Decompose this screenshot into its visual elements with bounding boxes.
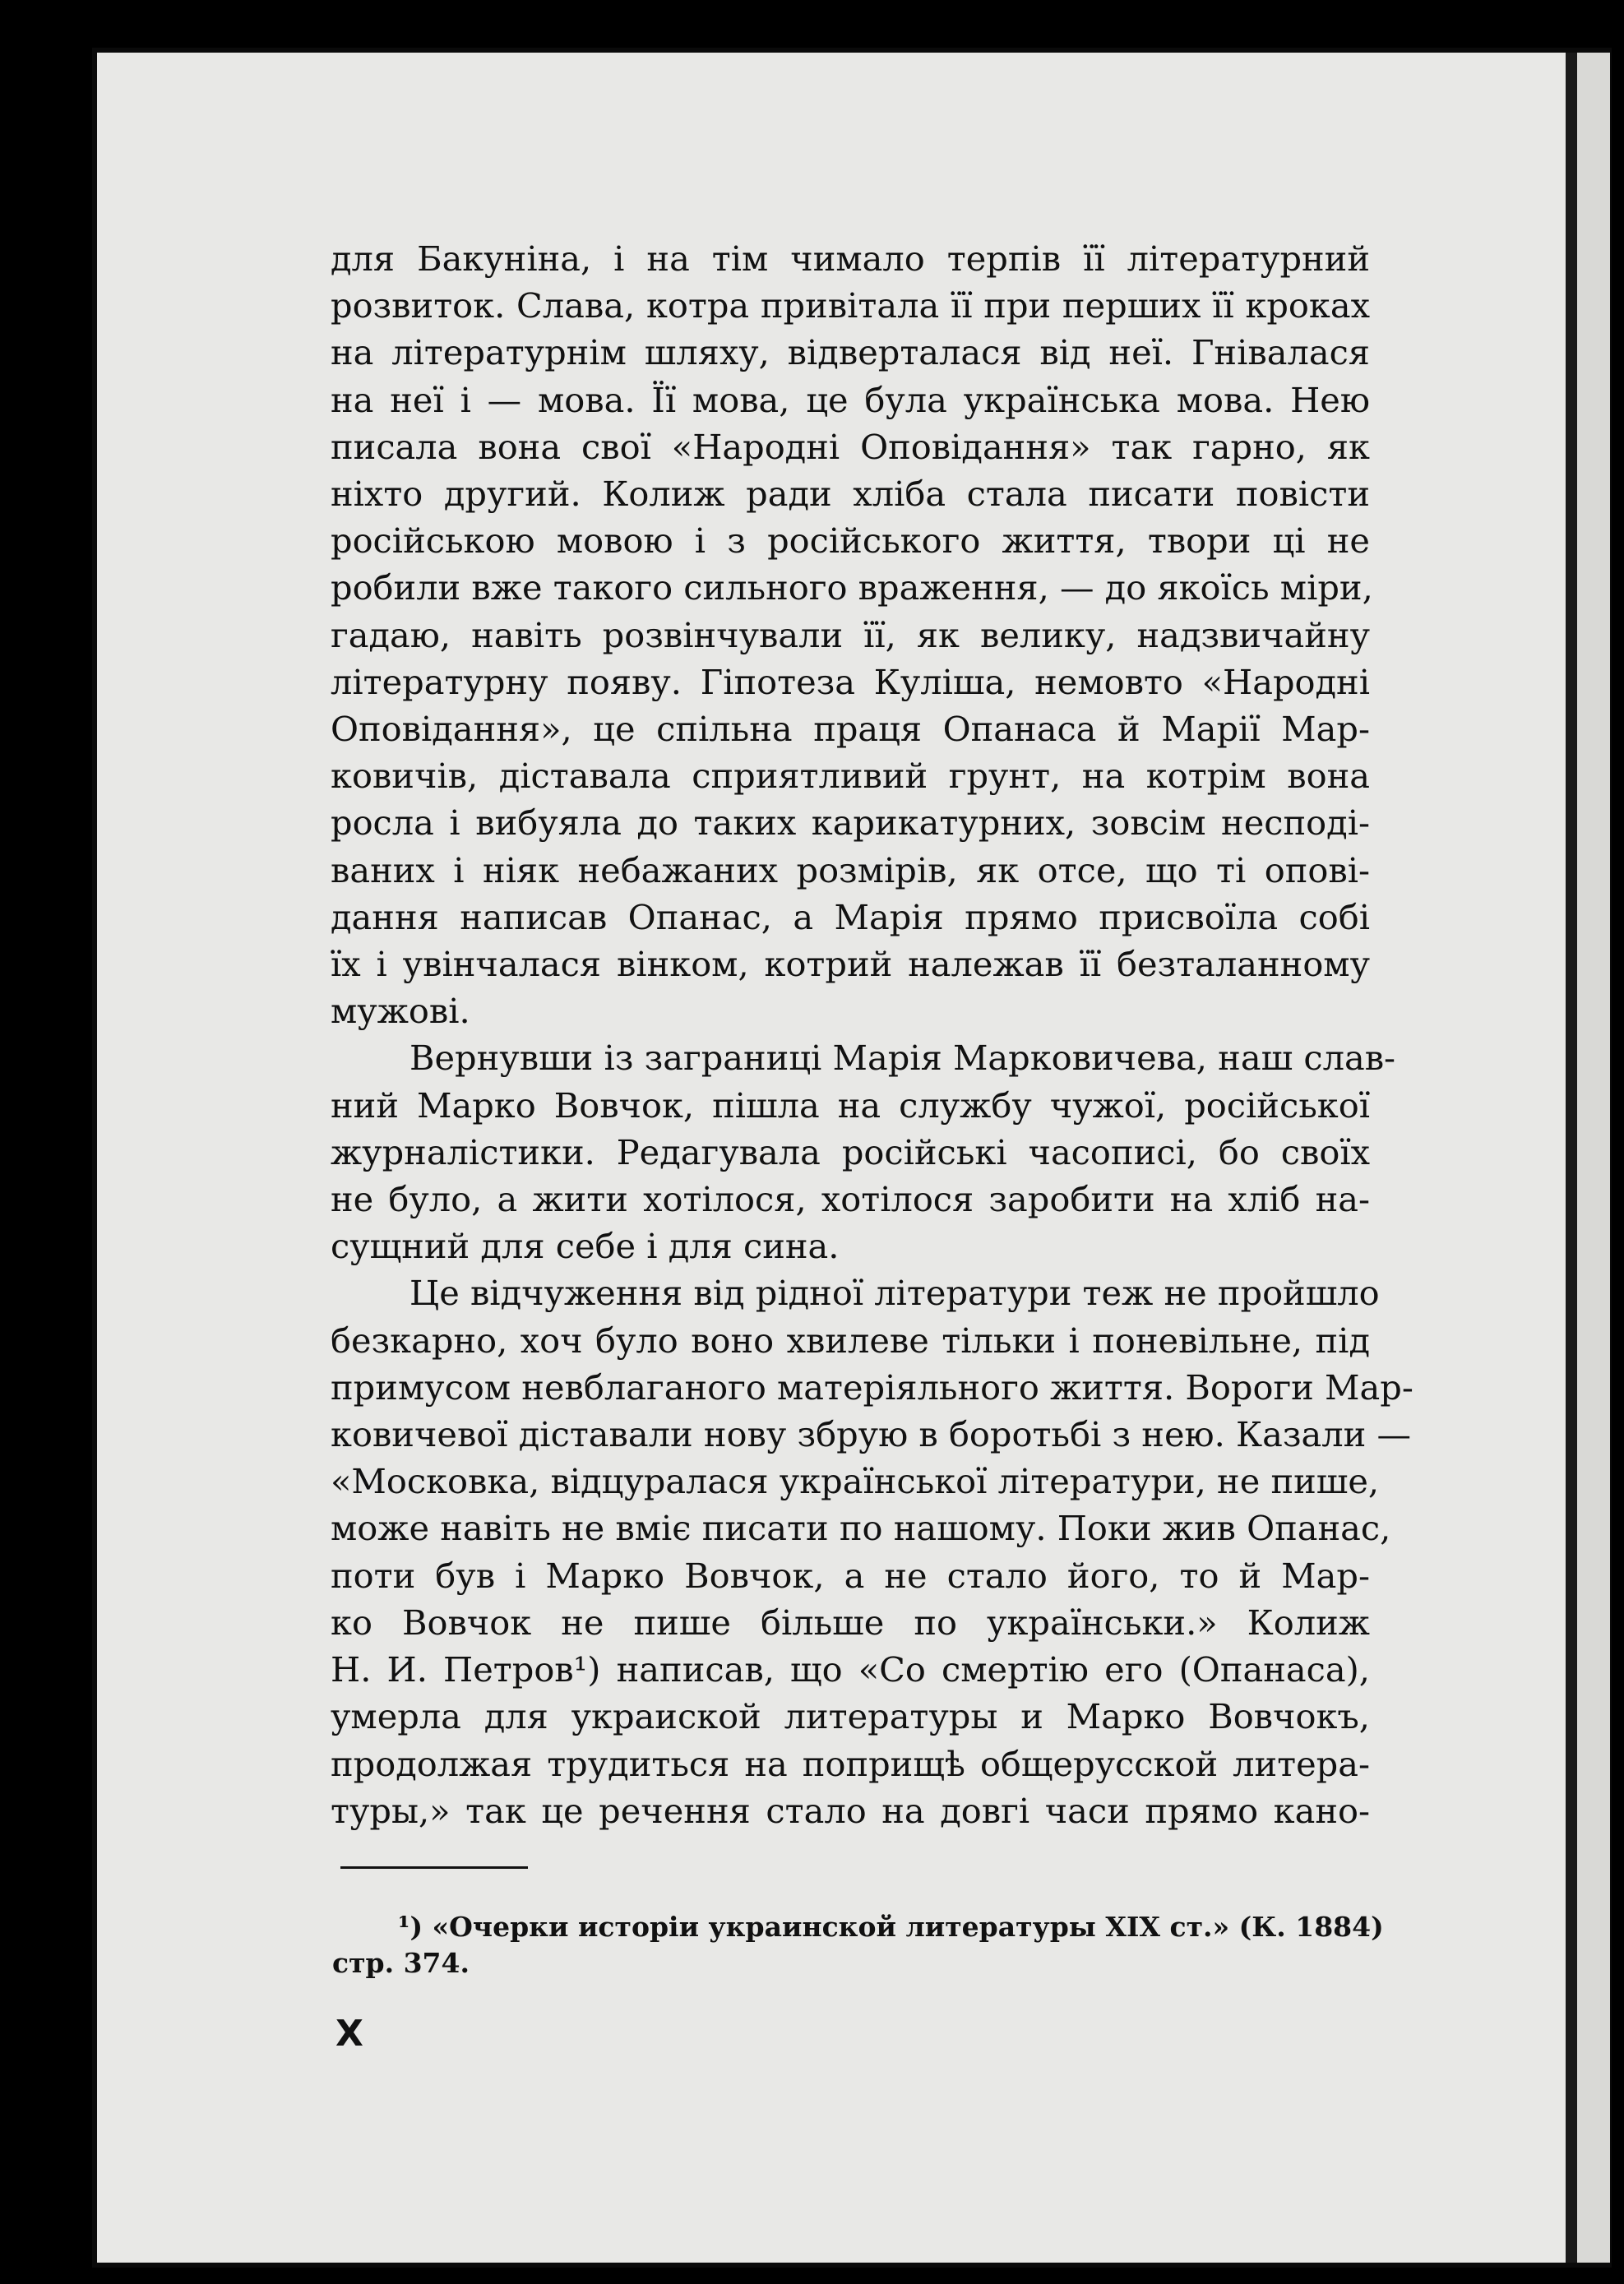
text-line: сущний для себе і для сина. (331, 1226, 840, 1267)
text-line: для Бакуніна, і на тім чимало терпів її літературний (331, 238, 1370, 279)
text-line: туры,» так це речення стало на довгі часи прямо кано- (331, 1790, 1370, 1831)
text-line: літературну появу. Гіпотеза Куліша, немовто «Народні (331, 661, 1370, 702)
text-line: росла і вибуяла до таких карикатурних, зовсім несподі- (331, 802, 1370, 844)
text-line: Н. И. Петров¹) написав, що «Со смертію его (Опанаса), (331, 1649, 1370, 1690)
text-line: ковичевої діставали нову збрую в боротьбі з нею. Казали — (331, 1414, 1411, 1455)
text-line: Вернувши із заграниці Марія Марковичева, наш слав- (409, 1038, 1396, 1079)
text-line: Це відчуження від рідної літератури теж не пройшло (409, 1273, 1380, 1314)
text-line: їх і увінчалася вінком, котрий належав її безталанному (331, 944, 1370, 985)
text-line: примусом невблаганого матеріяльного життя. Вороги Мар- (331, 1366, 1413, 1408)
footnote-line: стр. 374. (332, 1947, 470, 1979)
text-line: гадаю, навіть розвінчували її, як велику, надзвичайну (331, 614, 1370, 655)
text-line: російською мовою і з російського життя, твори ці не (331, 520, 1370, 562)
text-line: безкарно, хоч було воно хвилеве тільки і поневільне, під (331, 1320, 1370, 1361)
text-line: може навіть не вміє писати по нашому. Поки жив Опанас, (331, 1508, 1391, 1549)
signature-mark: X (335, 2013, 363, 2055)
text-line: умерла для украиской литературы и Марко Вовчокъ, (331, 1696, 1370, 1737)
body-text (331, 235, 1413, 1834)
text-line: Оповідання», це спільна праця Опанаса й Марії Мар- (331, 709, 1370, 750)
text-line: ко Вовчок не пише більше по українськи.» Колиж (331, 1602, 1370, 1643)
text-line: поти був і Марко Вовчок, а не стало його, то й Мар- (331, 1555, 1370, 1596)
text-line: продолжая трудиться на поприщѣ общерусской литера- (331, 1743, 1370, 1784)
text-line: на літературнім шляху, відверталася від неї. Гнівалася (331, 332, 1370, 373)
gutter-shadow (1566, 53, 1577, 2263)
text-line: на неї і — мова. Її мова, це була українська мова. Нею (331, 379, 1370, 420)
text-line: ваних і ніяк небажаних розмірів, як отсе, що ті опові- (331, 849, 1370, 890)
text-line: робили вже такого сильного враження, — до якоїсь міри, (331, 567, 1373, 608)
footnote-rule (340, 1866, 528, 1869)
text-line: журналістики. Редагувала російські часописі, бо своїх (331, 1131, 1370, 1172)
next-page-edge (1577, 53, 1610, 2263)
text-line: мужові. (331, 991, 470, 1032)
text-line: розвиток. Слава, котра привітала її при перших її кроках (331, 285, 1370, 326)
text-line: писала вона свої «Народні Оповідання» так гарно, як (331, 426, 1370, 467)
text-line: ковичів, діставала сприятливий грунт, на котрім вона (331, 756, 1370, 797)
text-line: ніхто другий. Колиж ради хліба стала писати повісти (331, 474, 1370, 515)
text-line: не було, а жити хотілося, хотілося заробити на хліб на- (331, 1179, 1370, 1220)
footnote (332, 1909, 1384, 1981)
text-line: ний Марко Вовчок, пішла на службу чужої, російської (331, 1084, 1370, 1126)
footnote-line: ¹) «Очерки исторіи украинской литературы XIX ст.» (К. 1884) (398, 1911, 1384, 1943)
text-line: «Московка, відцуралася української літератури, не пише, (331, 1461, 1380, 1502)
text-line: дання написав Опанас, а Марія прямо присвоїла собі (331, 896, 1370, 937)
